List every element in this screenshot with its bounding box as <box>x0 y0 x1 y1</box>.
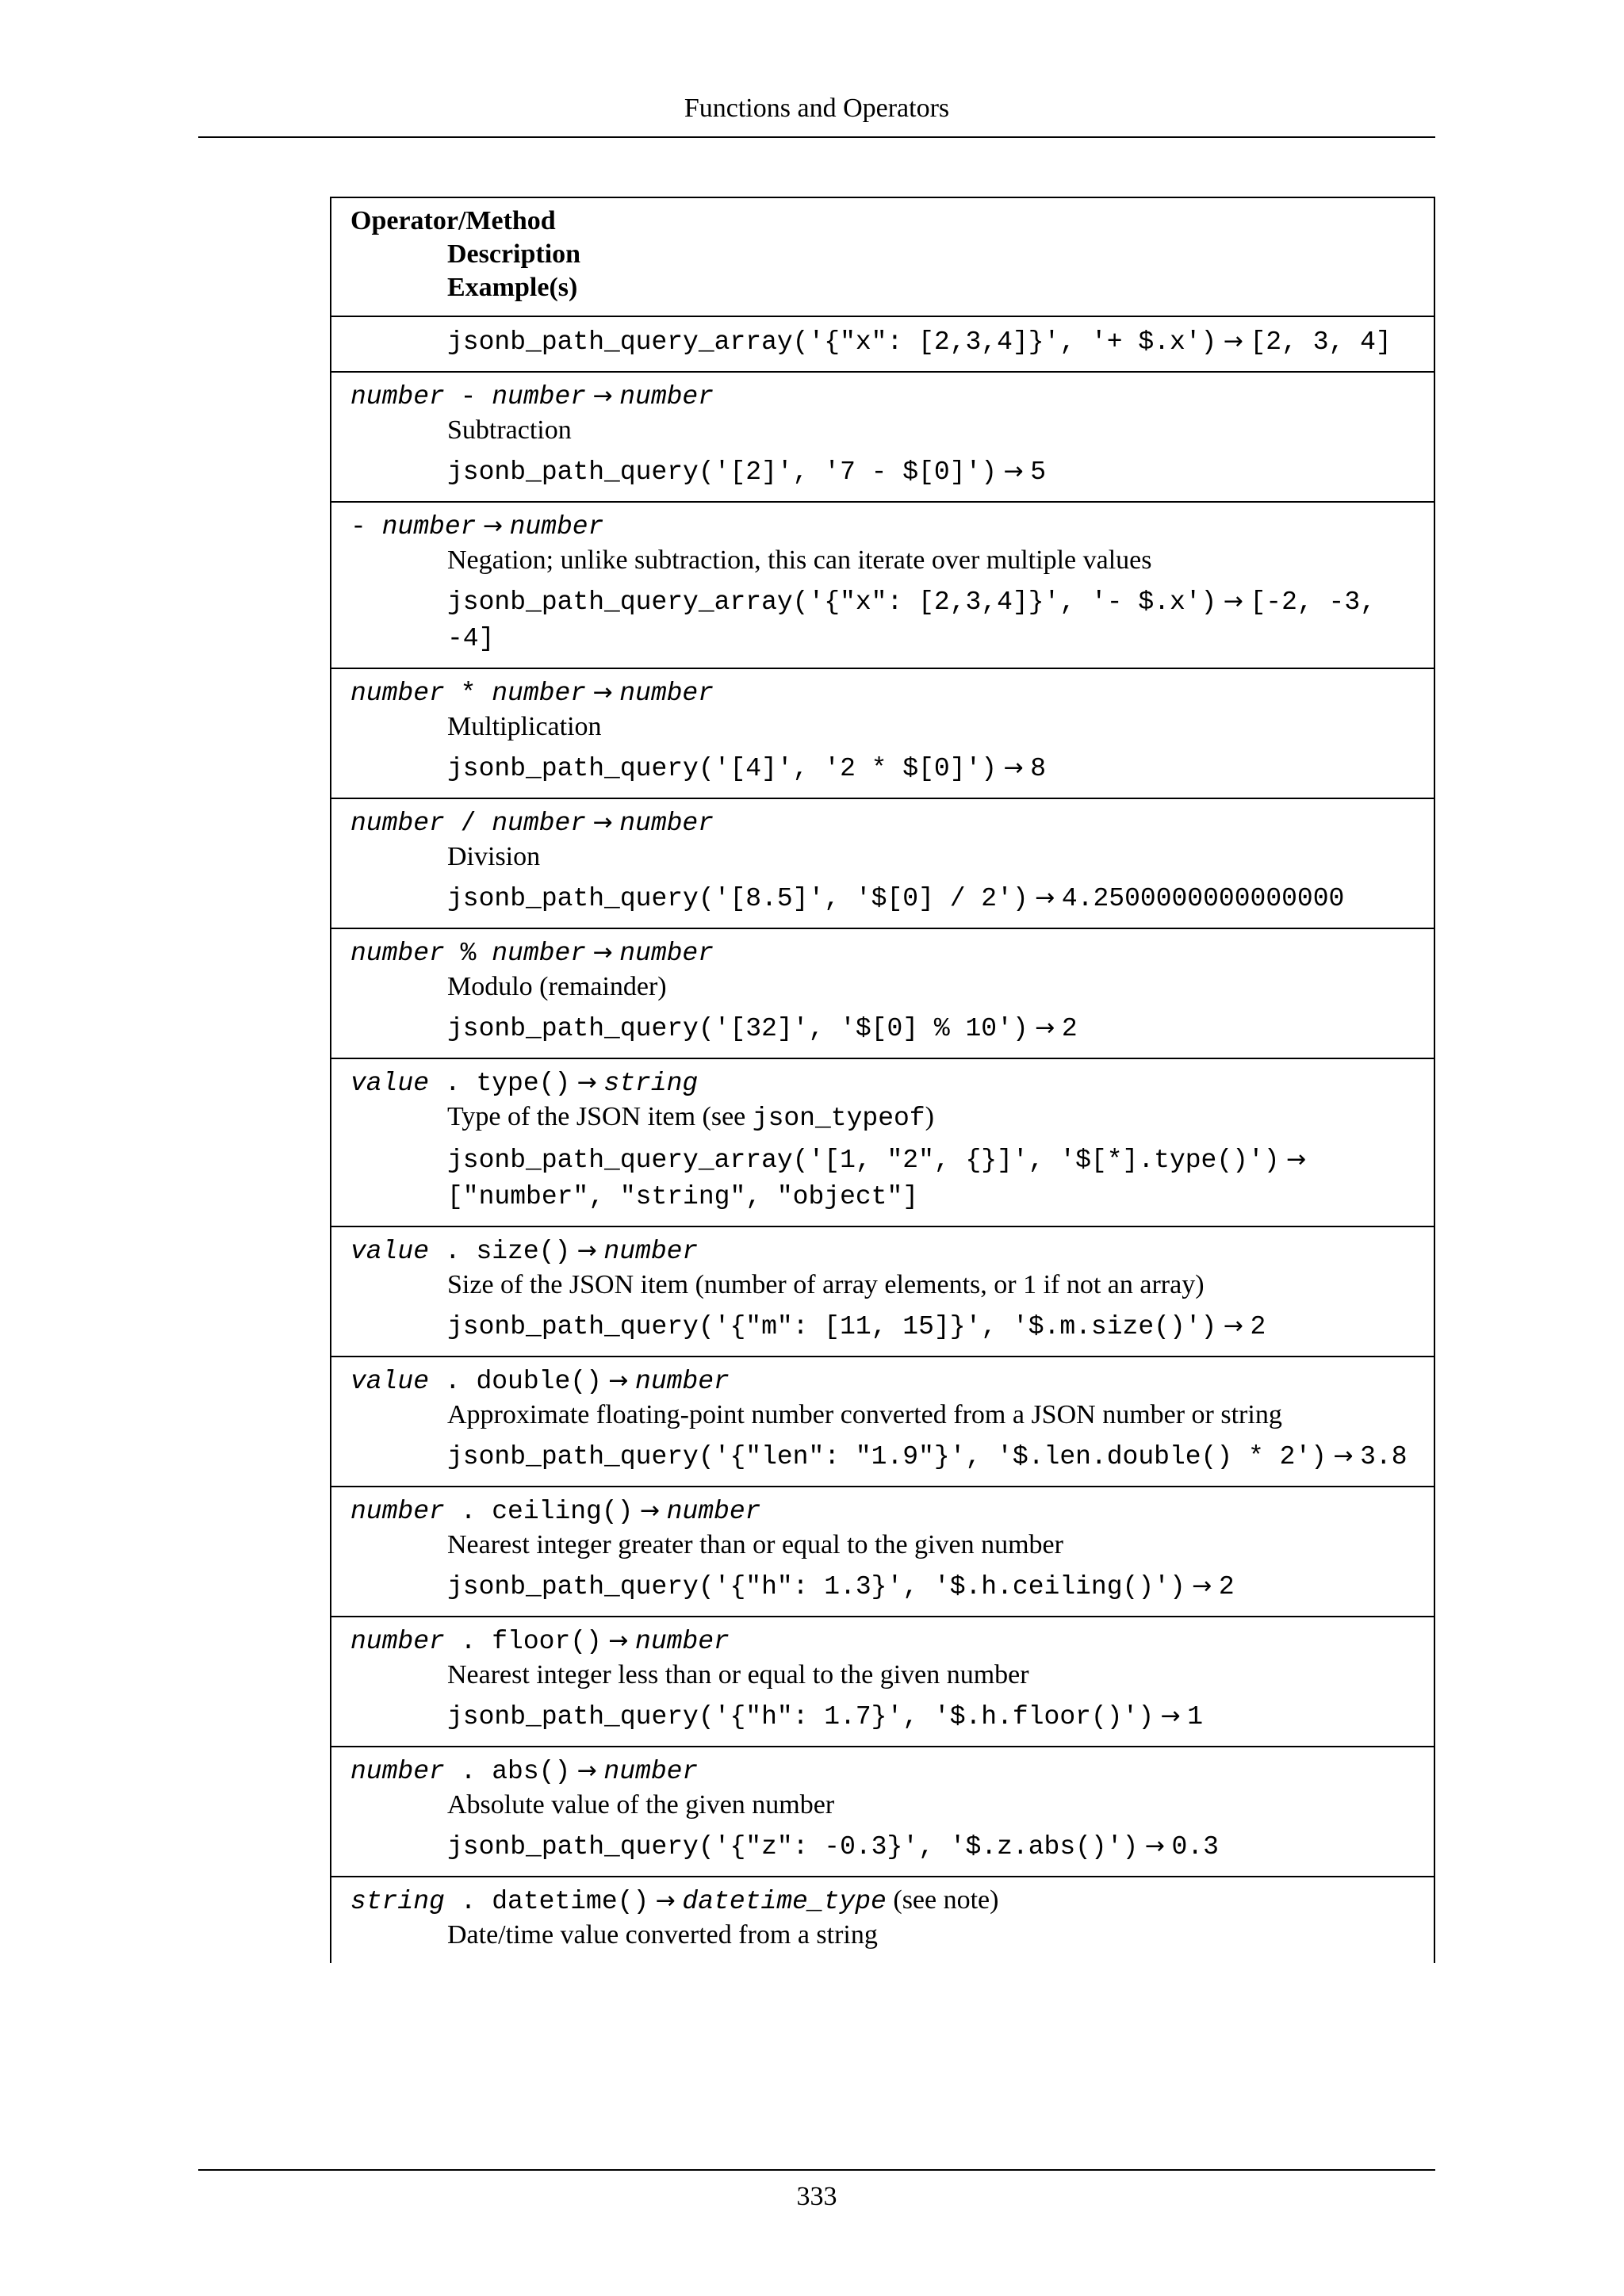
arrow-icon: → <box>655 1887 676 1915</box>
example <box>350 453 1415 490</box>
example <box>350 1010 1415 1047</box>
sig-method: . abs() <box>444 1757 571 1786</box>
example-code: jsonb_path_query('{"h": 1.7}', '$.h.floor()') <box>447 1702 1155 1732</box>
example-result: 2 <box>1250 1312 1266 1341</box>
example-result: ["number", "string", "object"] <box>447 1182 919 1211</box>
example-code: jsonb_path_query('[4]', '2 * $[0]') <box>447 754 998 783</box>
description: Modulo (remainder) <box>447 972 667 1001</box>
example-result: 4.2500000000000000 <box>1061 884 1345 913</box>
description: Division <box>447 842 541 871</box>
table-cell <box>331 1058 1434 1226</box>
arrow-icon: → <box>1223 1312 1243 1340</box>
table-cell <box>331 668 1434 798</box>
example-code: jsonb_path_query('{"len": "1.9"}', '$.len.double() * 2') <box>447 1442 1327 1471</box>
arrow-icon: → <box>592 939 613 966</box>
example <box>350 1142 1415 1215</box>
sig-operand: number <box>492 809 587 838</box>
arrow-icon: → <box>592 809 613 836</box>
table-header-row <box>331 197 1434 316</box>
sig-method: . ceiling() <box>444 1497 634 1526</box>
example-code: jsonb_path_query('{"z": -0.3}', '$.z.abs()') <box>447 1832 1139 1862</box>
running-header: Functions and Operators <box>684 94 950 123</box>
page-number: 333 <box>796 2182 837 2211</box>
sig-operand: number <box>350 382 445 411</box>
signature <box>350 806 1415 840</box>
sig-return-type: number <box>635 1367 730 1396</box>
example-result: 8 <box>1030 754 1047 783</box>
table-cell <box>331 1226 1434 1357</box>
signature <box>350 936 1415 970</box>
signature <box>350 1234 1415 1269</box>
arrow-icon: → <box>639 1497 661 1525</box>
sig-return-type: number <box>509 512 604 541</box>
sig-return-type: datetime_type <box>682 1887 887 1916</box>
table-row <box>331 798 1434 928</box>
table-row <box>331 1058 1434 1226</box>
example <box>350 1308 1415 1345</box>
sig-operator: / <box>444 809 492 838</box>
sig-operand: number <box>492 382 587 411</box>
signature <box>350 379 1415 414</box>
col-header-description: Description <box>447 239 581 269</box>
example-result: 2 <box>1061 1014 1078 1043</box>
description: Multiplication <box>447 712 602 741</box>
signature <box>350 1364 1415 1399</box>
example-result: 2 <box>1218 1572 1235 1601</box>
sig-return-type: string <box>603 1069 699 1098</box>
table-cell <box>331 502 1434 668</box>
table-cell <box>331 1487 1434 1617</box>
table-row <box>331 502 1434 668</box>
signature <box>350 1624 1415 1659</box>
footer-rule <box>198 2169 1435 2171</box>
sig-operand: number <box>350 1497 445 1526</box>
table-row <box>331 668 1434 798</box>
description: Date/time value converted from a string <box>447 1920 878 1950</box>
sig-return-type: number <box>619 809 714 838</box>
description: Size of the JSON item (number of array elements, or 1 if not an array) <box>447 1270 1205 1299</box>
sig-operand: value <box>350 1237 430 1266</box>
sig-method: . datetime() <box>444 1887 649 1916</box>
description: Subtraction <box>447 415 572 445</box>
signature <box>350 509 1415 544</box>
example-result: 3.8 <box>1360 1442 1408 1471</box>
table-row <box>331 1617 1434 1747</box>
table-row <box>331 316 1434 372</box>
table-cell <box>331 1747 1434 1877</box>
description-code: json_typeof <box>752 1104 925 1133</box>
description: Nearest integer greater than or equal to the given number <box>447 1530 1063 1559</box>
description-text: Type of the JSON item (see <box>447 1102 753 1131</box>
table-cell <box>331 1877 1434 1963</box>
sig-operand: number <box>350 939 445 968</box>
example <box>350 750 1415 786</box>
sig-method: . double() <box>429 1367 602 1396</box>
example-code: jsonb_path_query('{"h": 1.3}', '$.h.ceiling()') <box>447 1572 1185 1601</box>
description: Nearest integer less than or equal to the given number <box>447 1660 1029 1689</box>
example-result: [-2, -3, -4] <box>447 587 1376 653</box>
example <box>350 584 1415 656</box>
sig-operator: - <box>444 382 492 411</box>
example-code: jsonb_path_query_array('{"x": [2,3,4]}', '- $.x') <box>447 587 1217 617</box>
signature <box>350 1494 1415 1529</box>
sig-return-type: number <box>666 1497 761 1526</box>
table-row <box>331 372 1434 502</box>
sig-return-type: number <box>619 939 714 968</box>
example-code: jsonb_path_query('[32]', '$[0] % 10') <box>447 1014 1028 1043</box>
sig-operand: value <box>350 1069 430 1098</box>
example <box>350 880 1415 916</box>
arrow-icon: → <box>1333 1442 1354 1470</box>
arrow-icon: → <box>608 1627 629 1655</box>
arrow-icon: → <box>1223 327 1243 355</box>
sig-operator: * <box>444 679 492 708</box>
arrow-icon: → <box>1035 884 1055 912</box>
arrow-icon: → <box>482 512 504 540</box>
table-row <box>331 1747 1434 1877</box>
table-cell <box>331 928 1434 1058</box>
table-cell <box>331 798 1434 928</box>
sig-return-type: number <box>619 679 714 708</box>
example-code: jsonb_path_query('[8.5]', '$[0] / 2') <box>447 884 1028 913</box>
arrow-icon: → <box>1144 1832 1165 1860</box>
table-cell <box>331 372 1434 502</box>
arrow-icon: → <box>1035 1014 1055 1042</box>
example <box>350 1568 1415 1605</box>
sig-operand: number <box>492 939 587 968</box>
signature <box>350 1884 1415 1919</box>
table-cell <box>331 316 1434 372</box>
arrow-icon: → <box>1223 587 1243 615</box>
sig-operand: number <box>350 1757 445 1786</box>
sig-return-type: number <box>635 1627 730 1656</box>
operator-table <box>330 197 1435 1963</box>
header-rule <box>198 136 1435 138</box>
sig-method: . size() <box>429 1237 571 1266</box>
description: Approximate floating-point number converted from a JSON number or string <box>447 1400 1282 1429</box>
example <box>350 1828 1415 1865</box>
arrow-icon: → <box>1003 457 1024 485</box>
sig-operand: number <box>350 1627 445 1656</box>
sig-method: . floor() <box>444 1627 602 1656</box>
example-code: jsonb_path_query_array('[1, "2", {}]', '$[*].type()') <box>447 1146 1280 1175</box>
signature <box>350 1066 1415 1100</box>
table-row <box>331 1226 1434 1357</box>
arrow-icon: → <box>1286 1146 1307 1173</box>
sig-operand: number <box>381 512 477 541</box>
sig-operator: % <box>444 939 492 968</box>
sig-operand: number <box>492 679 587 708</box>
example <box>350 323 1415 360</box>
table-cell <box>331 1617 1434 1747</box>
example-result: [2, 3, 4] <box>1250 327 1392 357</box>
example-code: jsonb_path_query('{"m": [11, 15]}', '$.m.size()') <box>447 1312 1217 1341</box>
table-row <box>331 1877 1434 1963</box>
sig-note: (see note) <box>886 1885 999 1915</box>
description-text: ) <box>925 1102 934 1131</box>
arrow-icon: → <box>592 382 613 410</box>
example-result: 1 <box>1187 1702 1204 1732</box>
description <box>350 1100 1415 1135</box>
signature <box>350 1754 1415 1789</box>
example-code: jsonb_path_query_array('{"x": [2,3,4]}', '+ $.x') <box>447 327 1217 357</box>
col-header-examples: Example(s) <box>447 273 578 302</box>
sig-operator: - <box>350 512 382 541</box>
description: Negation; unlike subtraction, this can iterate over multiple values <box>447 545 1152 575</box>
arrow-icon: → <box>576 1069 597 1096</box>
description: Absolute value of the given number <box>447 1790 835 1820</box>
example-result: 5 <box>1030 457 1047 487</box>
sig-operand: string <box>350 1887 445 1916</box>
sig-method: . type() <box>429 1069 571 1098</box>
col-header-operator: Operator/Method <box>350 206 556 235</box>
arrow-icon: → <box>576 1237 597 1265</box>
arrow-icon: → <box>1003 754 1024 782</box>
arrow-icon: → <box>576 1757 597 1785</box>
table-header-cell <box>331 197 1434 316</box>
example <box>350 1698 1415 1735</box>
sig-operand: number <box>350 809 445 838</box>
sig-operand: value <box>350 1367 430 1396</box>
example <box>350 1438 1415 1475</box>
table-cell <box>331 1357 1434 1487</box>
sig-return-type: number <box>619 382 714 411</box>
example-code: jsonb_path_query('[2]', '7 - $[0]') <box>447 457 998 487</box>
sig-return-type: number <box>603 1757 699 1786</box>
sig-operand: number <box>350 679 445 708</box>
arrow-icon: → <box>1160 1702 1181 1730</box>
example-result: 0.3 <box>1171 1832 1219 1862</box>
signature <box>350 675 1415 710</box>
arrow-icon: → <box>1192 1572 1212 1600</box>
table-row <box>331 1487 1434 1617</box>
table-row <box>331 1357 1434 1487</box>
arrow-icon: → <box>608 1367 629 1395</box>
table-row <box>331 928 1434 1058</box>
arrow-icon: → <box>592 679 613 706</box>
sig-return-type: number <box>603 1237 699 1266</box>
